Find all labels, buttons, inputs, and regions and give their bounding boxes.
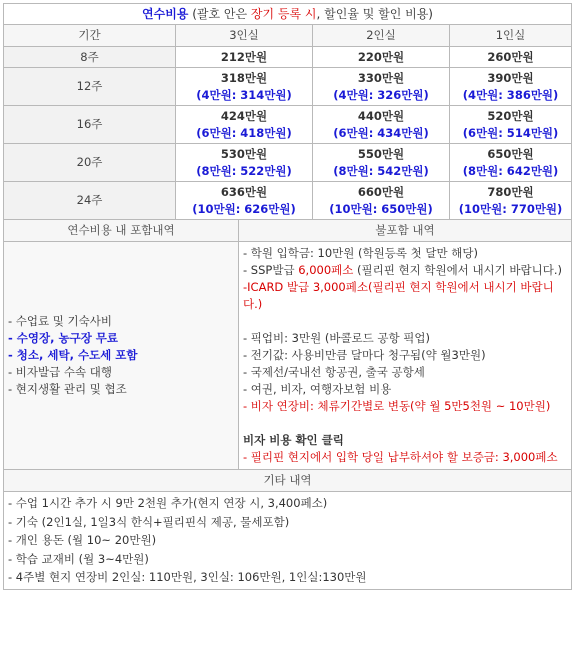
period-cell: 16주 bbox=[4, 106, 176, 144]
price-cell bbox=[313, 182, 450, 220]
discount: (8만원: 522만원) bbox=[196, 163, 292, 178]
discount: (4만원: 314만원) bbox=[196, 87, 292, 102]
price-cell bbox=[450, 106, 572, 144]
discount: (8만원: 642만원) bbox=[462, 163, 559, 178]
list-item: - 기숙 (2인1실, 1일3식 한식+필리핀식 제공, 물세포함) bbox=[8, 514, 290, 529]
price: 212만원 bbox=[220, 49, 268, 64]
list-item: -ICARD 발급 3,000페소(필리핀 현지 학원에서 내시기 바랍니다.) bbox=[243, 280, 554, 311]
discount: (10만원: 626만원) bbox=[192, 201, 296, 216]
price: 636만원 bbox=[220, 184, 268, 199]
price: 330만원 bbox=[357, 70, 405, 85]
price: 318만원 bbox=[220, 70, 268, 85]
price-cell bbox=[176, 68, 313, 106]
list-item: - 필리핀 현지에서 입학 당일 납부하셔야 할 보증금: 3,000페소 bbox=[243, 450, 558, 464]
excluded-list bbox=[239, 242, 572, 470]
spacer bbox=[243, 313, 567, 330]
list-item: - 비자발급 수속 대행 bbox=[8, 365, 112, 379]
period-cell: 12주 bbox=[4, 68, 176, 106]
table-row bbox=[4, 182, 572, 220]
included-header: 연수비용 내 포함내역 bbox=[4, 220, 239, 242]
table-row bbox=[4, 144, 572, 182]
discount: (4만원: 326만원) bbox=[333, 87, 429, 102]
discount: (10만원: 650만원) bbox=[329, 201, 433, 216]
discount: (8만원: 542만원) bbox=[333, 163, 429, 178]
price: 780만원 bbox=[487, 184, 534, 199]
title-rest: , 할인율 및 할인 비용) bbox=[316, 6, 433, 21]
list-item: - 현지생활 관리 및 협조 bbox=[8, 382, 127, 396]
included-list bbox=[4, 242, 239, 470]
visa-cost-link[interactable]: 비자 비용 확인 클릭 bbox=[243, 433, 344, 447]
price: 260만원 bbox=[487, 49, 534, 64]
list-item bbox=[243, 262, 567, 279]
list-item: - 국제선/국내선 항공권, 출국 공항세 bbox=[243, 365, 425, 379]
price: 424만원 bbox=[220, 108, 268, 123]
price: 390만원 bbox=[487, 70, 534, 85]
list-item: - 전기값: 사용비만큼 달마다 청구됨(약 월3만원) bbox=[243, 348, 486, 362]
discount: (10만원: 770만원) bbox=[458, 201, 563, 216]
title-red: 장기 등록 시 bbox=[250, 6, 317, 21]
period-cell: 24주 bbox=[4, 182, 176, 220]
price-cell bbox=[176, 106, 313, 144]
table-title bbox=[4, 4, 572, 25]
header-period: 기간 bbox=[4, 25, 176, 47]
spacer bbox=[243, 415, 567, 432]
inclusion-table bbox=[3, 219, 572, 590]
ssp-fee: 6,000페소 bbox=[298, 263, 354, 277]
price-cell bbox=[450, 144, 572, 182]
discount: (6만원: 418만원) bbox=[196, 125, 292, 140]
price: 550만원 bbox=[357, 146, 405, 161]
list-item: - 학습 교재비 (월 3~4만원) bbox=[8, 551, 149, 566]
tuition-table-container bbox=[3, 3, 571, 590]
table-row bbox=[4, 68, 572, 106]
price: 530만원 bbox=[220, 146, 268, 161]
price-cell bbox=[176, 144, 313, 182]
discount: (6만원: 514만원) bbox=[462, 125, 559, 140]
discount: (4만원: 386만원) bbox=[462, 87, 559, 102]
list-item: - 학원 입학금: 10만원 (학원등록 첫 달만 해당) bbox=[243, 246, 478, 260]
price-cell bbox=[176, 47, 313, 68]
list-item: - 픽업비: 3만원 (바콜로드 공항 픽업) bbox=[243, 331, 431, 345]
etc-list bbox=[4, 492, 572, 590]
price: 660만원 bbox=[357, 184, 405, 199]
excluded-header: 불포함 내역 bbox=[239, 220, 572, 242]
title-paren: (괄호 안은 bbox=[188, 6, 251, 21]
period-cell: 20주 bbox=[4, 144, 176, 182]
ssp-label: - SSP발급 bbox=[243, 263, 299, 277]
header-double: 2인실 bbox=[313, 25, 450, 47]
price-cell bbox=[313, 47, 450, 68]
price-cell bbox=[313, 106, 450, 144]
discount: (6만원: 434만원) bbox=[333, 125, 429, 140]
list-item: - 4주별 현지 연장비 2인실: 110만원, 3인실: 106만원, 1인실:130만원 bbox=[8, 570, 367, 584]
price: 220만원 bbox=[357, 49, 405, 64]
list-item: - 수업 1시간 추가 시 9만 2천원 추가(현지 연장 시, 3,400페소) bbox=[8, 496, 328, 510]
header-triple: 3인실 bbox=[176, 25, 313, 47]
list-item: - 수업료 및 기숙사비 bbox=[8, 314, 112, 328]
etc-header: 기타 내역 bbox=[4, 470, 572, 492]
header-single: 1인실 bbox=[450, 25, 572, 47]
table-row bbox=[4, 106, 572, 144]
list-item: - 청소, 세탁, 수도세 포함 bbox=[8, 348, 138, 362]
list-item: - 비자 연장비: 체류기간별로 변동(약 월 5만5천원 ~ 10만원) bbox=[243, 399, 551, 413]
price-cell bbox=[450, 47, 572, 68]
price: 650만원 bbox=[487, 146, 534, 161]
ssp-note: (필리핀 현지 학원에서 내시기 바랍니다.) bbox=[353, 263, 563, 277]
table-row bbox=[4, 47, 572, 68]
tuition-table bbox=[3, 3, 572, 220]
list-item: - 개인 용돈 (월 10~ 20만원) bbox=[8, 533, 157, 547]
price-cell bbox=[450, 68, 572, 106]
list-item: - 여권, 비자, 여행자보험 비용 bbox=[243, 382, 392, 396]
price-cell bbox=[313, 144, 450, 182]
price-cell bbox=[450, 182, 572, 220]
price: 520만원 bbox=[487, 108, 534, 123]
price-cell bbox=[313, 68, 450, 106]
price-cell bbox=[176, 182, 313, 220]
period-cell: 8주 bbox=[4, 47, 176, 68]
list-item: - 수영장, 농구장 무료 bbox=[8, 331, 119, 345]
price: 440만원 bbox=[357, 108, 405, 123]
title-main: 연수비용 bbox=[142, 6, 189, 21]
